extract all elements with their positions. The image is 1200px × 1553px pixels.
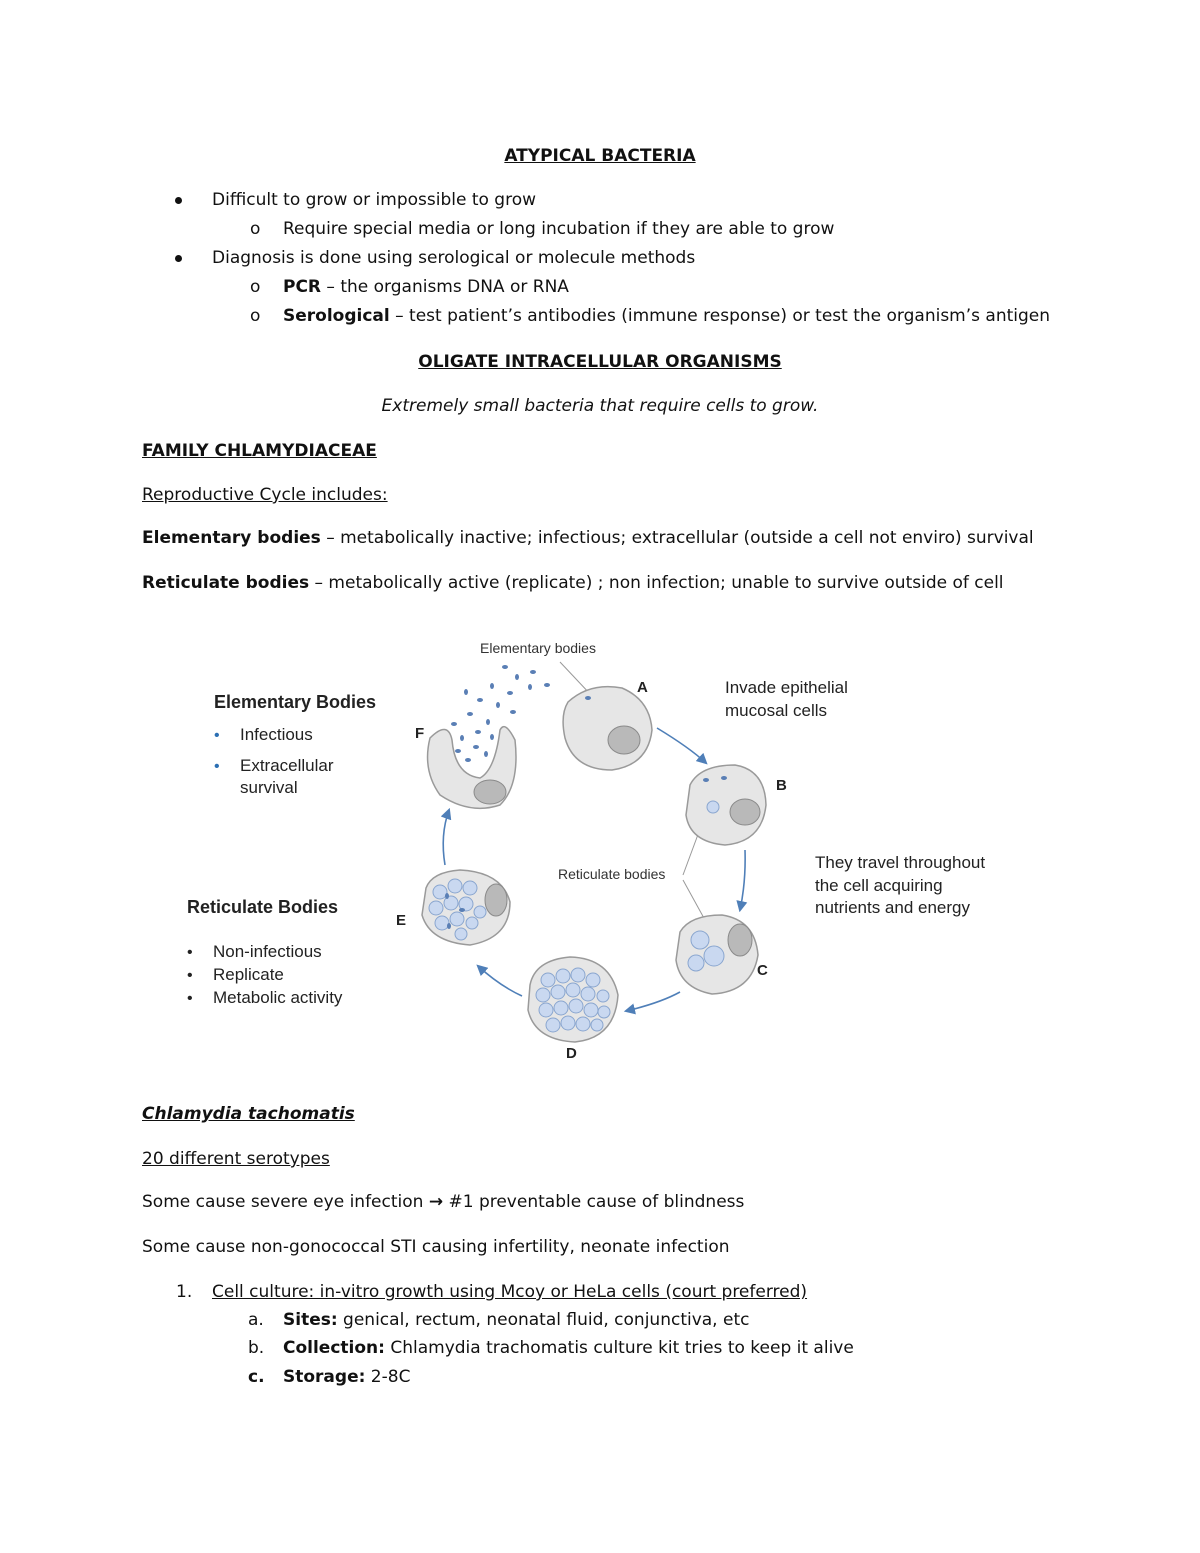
list-letter: a. (248, 1310, 264, 1330)
fig-mid-label: Reticulate bodies (558, 866, 666, 882)
fig-letter-d: D (566, 1045, 577, 1062)
fig-travel-line1: They travel throughout (815, 853, 986, 872)
fig-invade-line1: Invade epithelial (725, 678, 848, 697)
fig-cell-a (563, 687, 652, 770)
fig-letter-b: B (776, 777, 787, 794)
fig-arrow-e-f (443, 810, 449, 865)
eb-label: Elementary bodies (142, 528, 321, 548)
eye-line-start: Some cause severe eye infection (142, 1192, 429, 1212)
fig-rb-item-metabolic: Metabolic activity (213, 988, 343, 1007)
elementary-bodies-line (142, 528, 1034, 548)
section-title-family: FAMILY CHLAMYDIACEAE (142, 441, 377, 461)
fig-arrow-a-b (657, 728, 706, 763)
eye-line-end: #1 preventable cause of blindness (443, 1192, 745, 1212)
fig-invade-line2: mucosal cells (725, 701, 828, 720)
fig-arrow-c-d (626, 992, 680, 1011)
fig-rb-item-replicate: Replicate (213, 965, 284, 984)
arrow-right-icon: → (428, 1192, 444, 1212)
list-number: 1. (176, 1282, 193, 1302)
fig-bullet-icon: • (187, 990, 193, 1007)
fig-eb-item-survival: survival (240, 778, 298, 797)
fig-cell-c (676, 915, 758, 994)
bullet-difficult: Difficult to grow or impossible to grow (212, 190, 537, 210)
bullet-dot (175, 197, 182, 204)
fig-bullet-icon: • (214, 758, 220, 775)
fig-cell-f (428, 727, 516, 809)
fig-letter-c: C (757, 962, 768, 979)
pcr-text: – the organisms DNA or RNA (321, 277, 569, 297)
sites-item (283, 1310, 749, 1330)
fig-pointer-line (683, 880, 705, 920)
fig-cell-b (686, 765, 766, 845)
storage-text: 2-8C (365, 1367, 411, 1387)
fig-rb-heading: Reticulate Bodies (187, 897, 339, 917)
bullet-diagnosis: Diagnosis is done using serological or molecule methods (212, 248, 696, 268)
rb-text: – metabolically active (replicate) ; non infection; unable to survive outside of cell (309, 573, 1004, 593)
fig-rb-item-noninfectious: Non-infectious (213, 942, 322, 961)
sub-marker: o (250, 277, 261, 297)
section-title-atypical: ATYPICAL BACTERIA (504, 146, 696, 166)
sites-label: Sites: (283, 1310, 338, 1330)
reticulate-bodies-line (142, 573, 1004, 593)
fig-eb-heading: Elementary Bodies (214, 692, 377, 712)
eye-infection-line (142, 1192, 744, 1212)
collection-text: Chlamydia trachomatis culture kit tries to keep it alive (384, 1338, 854, 1358)
fig-arrow-d-e (478, 966, 522, 996)
list-letter: b. (248, 1338, 265, 1358)
serological-label: Serological (283, 306, 390, 326)
cell-culture-item: Cell culture: in-vitro growth using Mcoy or HeLa cells (court preferred) (212, 1282, 808, 1302)
eb-text: – metabolically inactive; infectious; extracellular (outside a cell not enviro) survival (320, 528, 1034, 548)
section-title-chlamydia: Chlamydia tachomatis (142, 1104, 355, 1124)
serological-text: – test patient’s antibodies (immune response) or test the organism’s antigen (389, 306, 1051, 326)
collection-label: Collection: (283, 1338, 385, 1358)
storage-item (283, 1367, 410, 1387)
list-letter: c. (248, 1367, 265, 1387)
fig-bullet-icon: • (214, 727, 220, 744)
oligate-subtitle: Extremely small bacteria that require cells to grow. (381, 396, 819, 416)
sti-line: Some cause non-gonococcal STI causing infertility, neonate infection (142, 1237, 730, 1257)
sites-text: genical, rectum, neonatal fluid, conjunctiva, etc (337, 1310, 750, 1330)
sub-marker: o (250, 306, 261, 326)
collection-item (283, 1338, 854, 1358)
serotypes-heading: 20 different serotypes (142, 1149, 330, 1169)
storage-label: Storage: (283, 1367, 366, 1387)
fig-letter-a: A (637, 679, 648, 696)
fig-bullet-icon: • (187, 944, 193, 961)
fig-letter-e: E (396, 912, 407, 929)
sub-marker: o (250, 219, 261, 239)
fig-top-label: Elementary bodies (480, 640, 596, 656)
fig-cell-d (528, 957, 618, 1042)
fig-eb-item-extracellular: Extracellular (240, 756, 334, 775)
cycle-heading: Reproductive Cycle includes: (142, 485, 388, 505)
rb-label: Reticulate bodies (142, 573, 310, 593)
sub-bullet-serological (283, 306, 1050, 326)
fig-eb-item-infectious: Infectious (240, 725, 313, 744)
bullet-dot (175, 255, 182, 262)
fig-cell-e (422, 870, 510, 945)
section-title-oligate: OLIGATE INTRACELLULAR ORGANISMS (418, 352, 782, 372)
fig-bullet-icon: • (187, 967, 193, 984)
pcr-label: PCR (283, 277, 322, 297)
fig-travel-line3: nutrients and energy (815, 898, 970, 917)
sub-bullet-special-media: Require special media or long incubation if they are able to grow (283, 219, 835, 239)
fig-letter-f: F (415, 725, 425, 742)
sub-bullet-pcr (283, 277, 569, 297)
reproductive-cycle-figure (0, 620, 1200, 1080)
fig-travel-line2: the cell acquiring (815, 876, 943, 895)
fig-arrow-b-c (740, 850, 745, 910)
